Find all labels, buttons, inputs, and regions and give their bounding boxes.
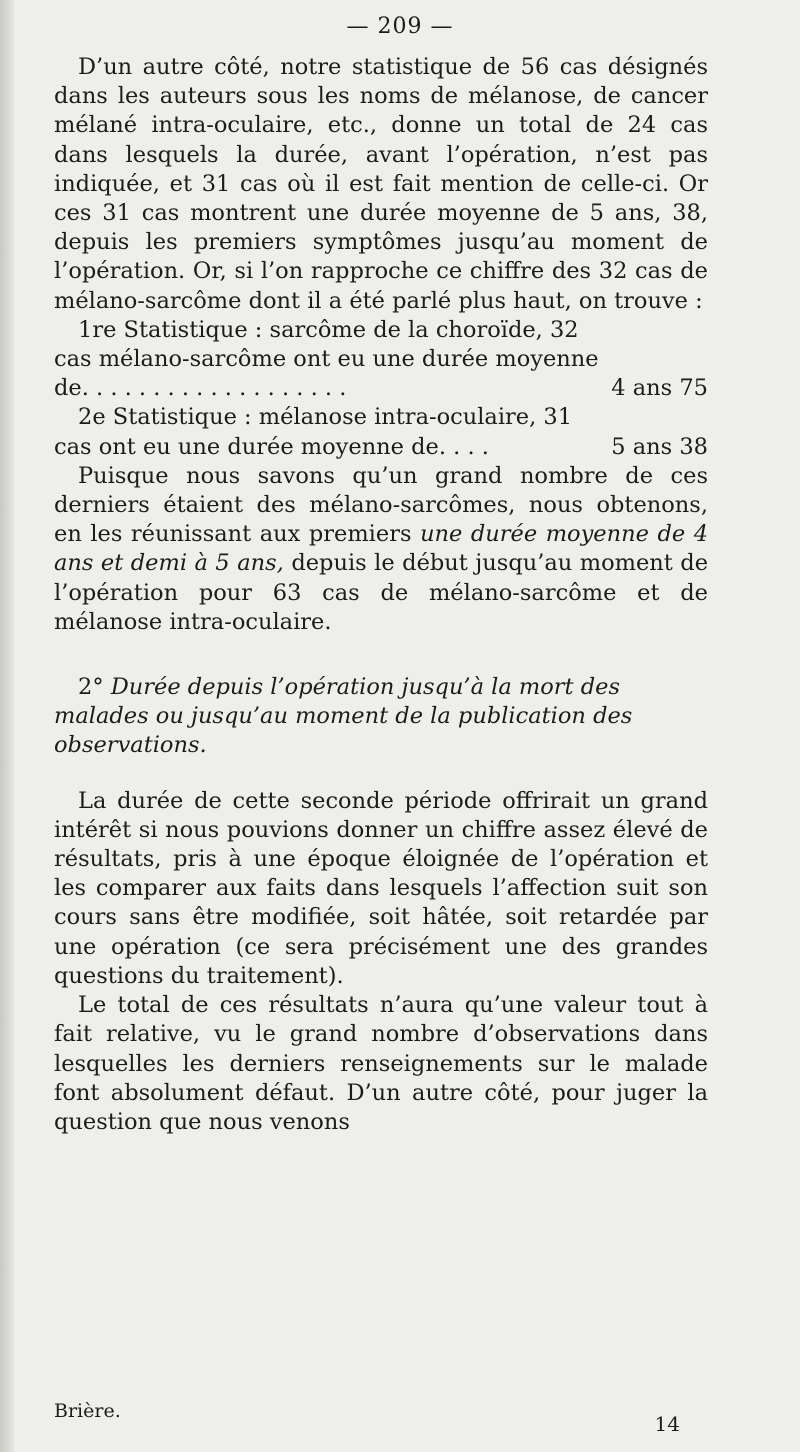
stat2-value: 5 ans 38 <box>611 433 708 460</box>
paragraph-second-period: La durée de cette seconde période offrirait un grand intérêt si nous pouvions donner un chiffre assez élevé de résultats, pris à une époque éloignée de l’opération et les comparer aux faits dans lesquels l’affection suit son cours sans être modifiée, soit hâtée, soit retardée par une opération (ce sera précisément une des grandes questions du traitement). <box>54 787 708 989</box>
stat2-line2: cas ont eu une durée moyenne de. . . . <box>54 433 489 460</box>
para2-start: Puisque nous savons qu’un grand nombre de ces derniers étaient des mélano-sarcômes, nous obtenons, en les réunissant aux premiers <box>54 462 708 548</box>
page-number: — 209 — <box>346 14 454 39</box>
page-edge <box>0 0 14 1452</box>
page-footer <box>54 1400 708 1436</box>
section-number: 2° <box>78 674 104 701</box>
stat1-line2: cas mélano-sarcôme ont eu une durée moyenne <box>54 346 599 373</box>
stat2-row <box>54 433 708 462</box>
paragraph-average <box>54 462 708 637</box>
paragraph-durations: D’un autre côté, notre statistique de 56 cas désignés dans les auteurs sous les noms de mélanose, de cancer mélané intra-oculaire, etc., donne un total de 24 cas dans lesquels la durée, avant l’opération, n’est pas indiquée, et 31 cas où il est fait mention de celle-ci. Or ces 31 cas montrent une durée moyenne de 5 ans, 38, depuis les premiers symptômes jusqu’au moment de l’opération. Or, si l’on rapproche ce chiffre des 32 cas de mélano-sarcôme dont il a été parlé plus haut, on trouve : <box>54 54 708 314</box>
footer-signature: 14 <box>654 1412 680 1436</box>
stat2-line1: 2e Statistique : mélanose intra-oculaire, 31 <box>78 404 573 431</box>
section-title: Durée depuis l’opération jusqu’à la mort des malades ou jusqu’au moment de la publication des observations. <box>54 674 633 759</box>
footer-author: Brière. <box>54 1400 121 1422</box>
stat1-row <box>54 374 708 403</box>
para2-emphasis: une durée moyenne de 4 ans et demi à 5 ans, <box>54 521 709 577</box>
paragraph-results: Le total de ces résultats n’aura qu’une valeur tout à fait relative, vu le grand nombre d’observations dans lesquelles les derniers renseignements sur le malade font absolument défaut. D’un autre côté, pour juger la question que nous venons <box>54 992 708 1135</box>
stat1-value: 4 ans 75 <box>611 375 708 402</box>
para2-end: depuis le début jusqu’au moment de l’opération pour 63 cas de mélano-sarcôme et de mélanose intra-oculaire. <box>54 550 709 635</box>
page-text <box>54 53 708 1137</box>
section-heading <box>54 673 708 761</box>
stat1-line3: de. . . . . . . . . . . . . . . . . . . <box>54 375 347 402</box>
statistics-list <box>54 316 708 462</box>
stat1-line1: 1re Statistique : sarcôme de la choroïde, 32 <box>78 316 579 343</box>
